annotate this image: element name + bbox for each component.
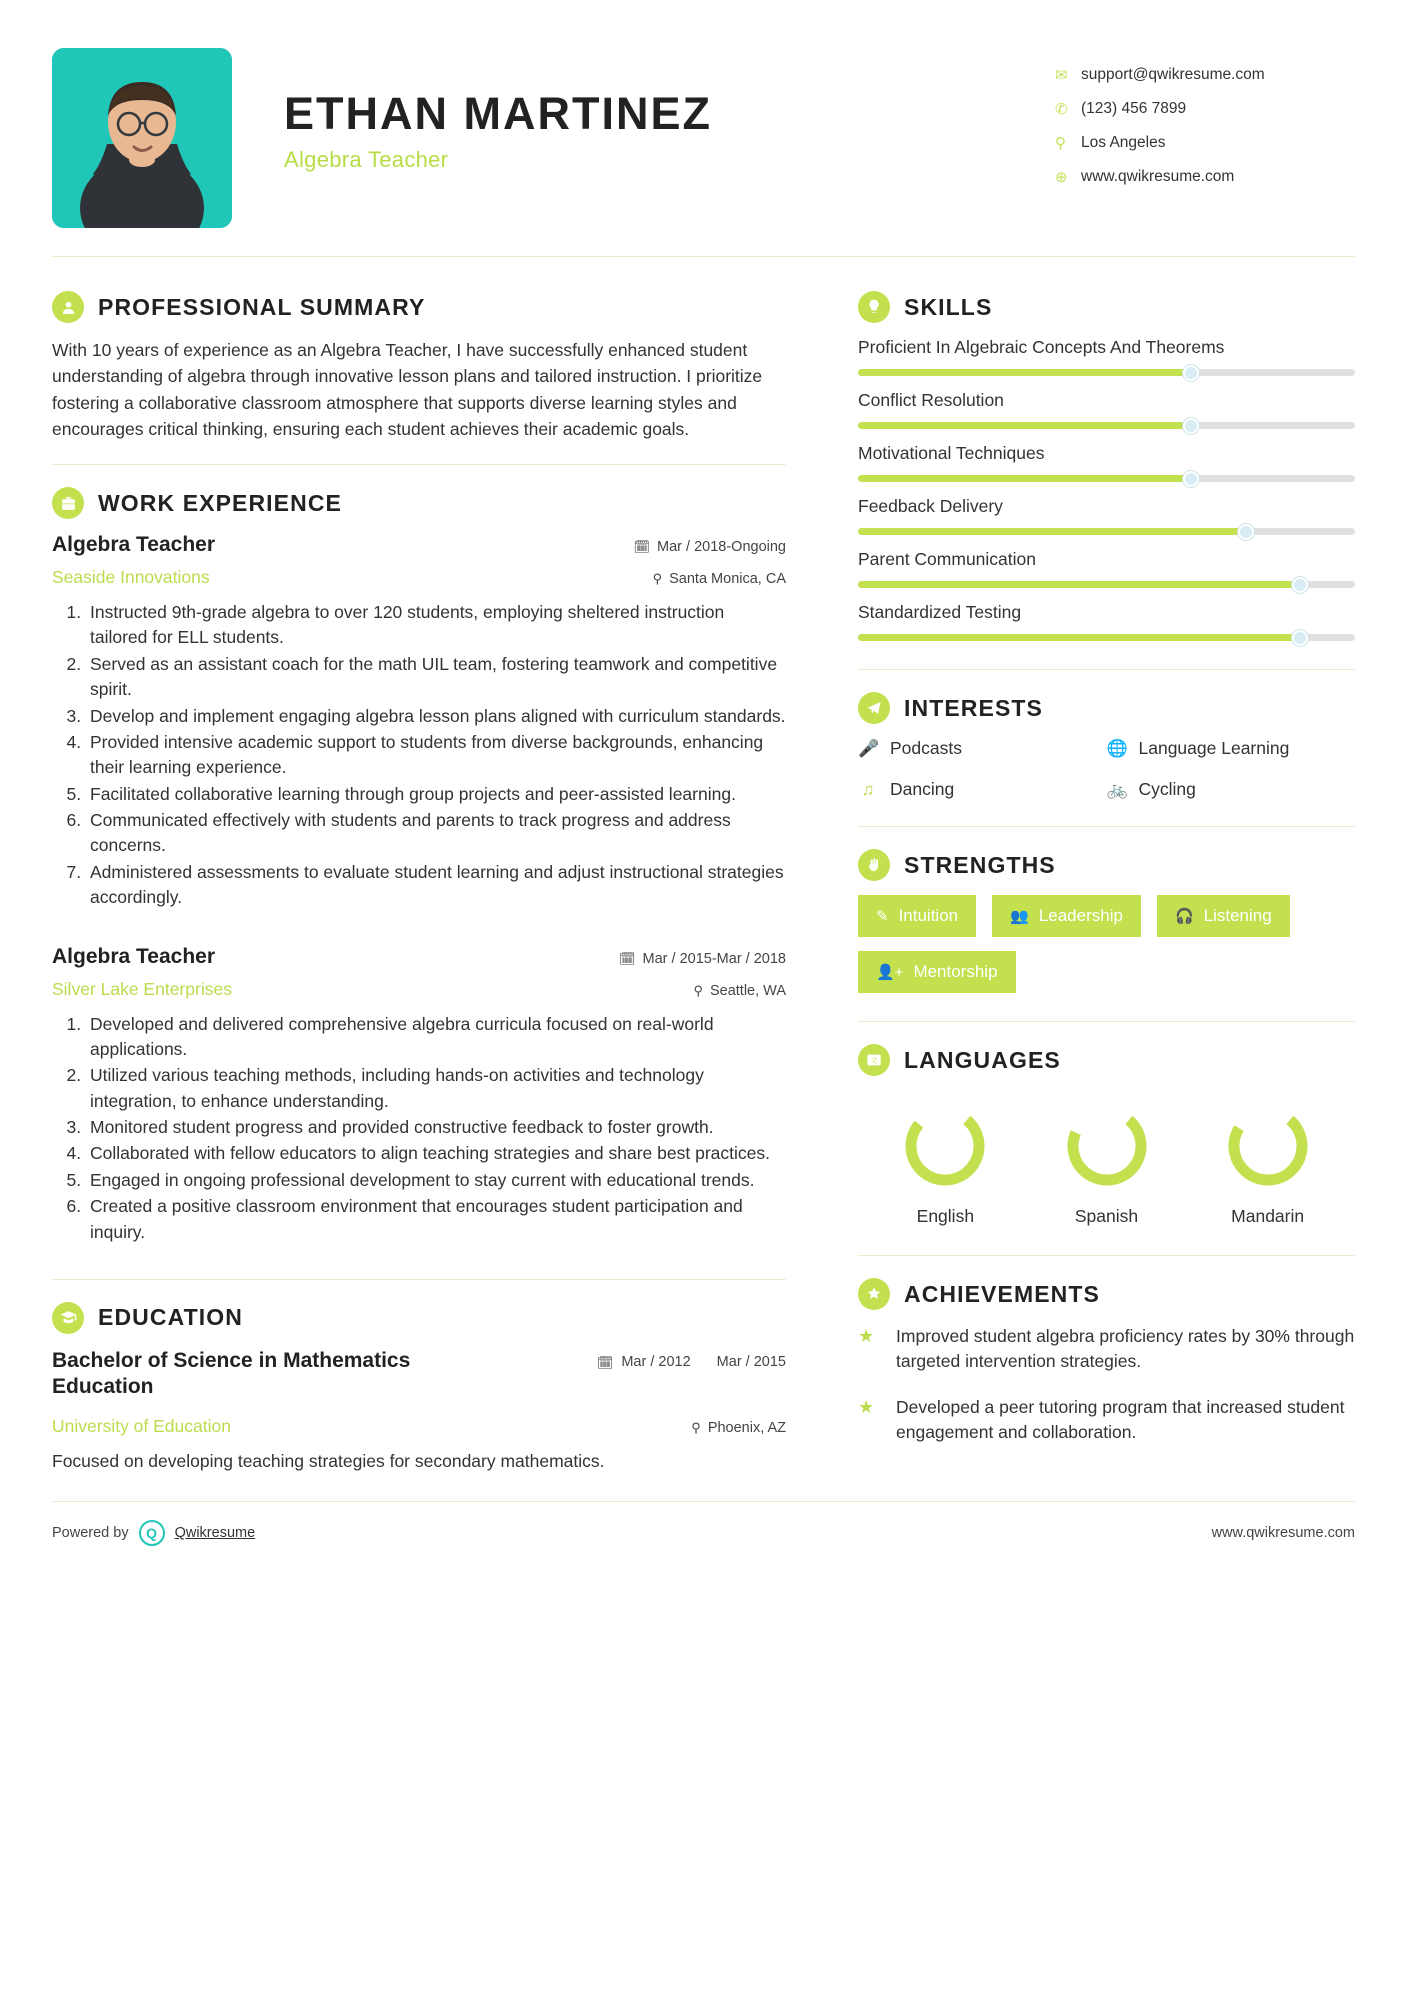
skill-item (858, 390, 1355, 429)
job-dates (619, 951, 786, 967)
skill-bar (858, 634, 1355, 641)
ribbon-star-icon: ★ (858, 1396, 875, 1417)
education-end-date: Mar / 2015 (716, 1354, 786, 1371)
skill-name: Feedback Delivery (858, 496, 1003, 516)
section-interests (858, 692, 1355, 724)
languages-list (858, 1090, 1355, 1227)
skill-name: Parent Communication (858, 549, 1036, 569)
achievement-item (858, 1324, 1355, 1375)
section-title: SKILLS (904, 293, 993, 320)
job-bullet: 5. Facilitated collaborative learning through group projects and peer-assisted learning. (86, 782, 786, 807)
ribbon-star-icon: ★ (858, 1326, 875, 1346)
job-bullet: 1. Developed and delivered comprehensive algebra curricula focused on real-world applications. (86, 1012, 786, 1063)
job-location-text: Seattle, WA (709, 982, 786, 999)
section-strengths (858, 849, 1355, 881)
bicycle-icon: 🚲 (1106, 779, 1128, 799)
resume-header (52, 40, 1355, 228)
language-name: English (916, 1206, 975, 1226)
interest-item (858, 738, 1107, 759)
interest-label: Podcasts (890, 738, 962, 758)
skill-name: Motivational Techniques (858, 443, 1045, 463)
contact-list (1055, 48, 1355, 202)
summary-text: With 10 years of experience as an Algebra Teacher, I have successfully enhanced student understanding of algebra through innovative lesson plans and tailored instruction. I prioritize fostering a collaborative classroom atmosphere that supports diverse learning styles and encourages critical thinking, ensuring each student achieves their academic goals. (52, 340, 763, 439)
strength-label: Intuition (898, 906, 959, 925)
interest-item (1107, 779, 1356, 800)
group-icon: 👥 (1010, 908, 1029, 925)
interest-item (1107, 738, 1356, 759)
strength-item (858, 951, 1016, 993)
right-column (822, 269, 1355, 1475)
skill-bar (858, 528, 1355, 535)
language-item (1027, 1100, 1186, 1227)
job-company: Seaside Innovations (52, 567, 210, 587)
briefcase-icon (52, 487, 84, 519)
resume-body (52, 269, 1355, 1475)
skill-bar (858, 422, 1355, 429)
divider (858, 669, 1355, 670)
microphone-icon: 🎤 (858, 738, 880, 758)
section-skills (858, 291, 1355, 323)
skill-name: Proficient In Algebraic Concepts And Theorems (858, 337, 1225, 357)
job-bullet: 1. Instructed 9th-grade algebra to over 120 students, employing sheltered instruction tailored for ELL students. (86, 600, 786, 651)
language-name: Spanish (1074, 1206, 1139, 1226)
job-bullet: 4. Collaborated with fellow educators to align teaching strategies and share best practices. (86, 1141, 786, 1166)
hand-icon (858, 849, 890, 881)
calendar-icon: 🗓 (596, 1354, 614, 1370)
user-circle-icon (52, 291, 84, 323)
job-location (693, 983, 786, 999)
education-item (52, 1348, 786, 1475)
divider (52, 1279, 786, 1280)
language-globe-icon: 🌐 (1106, 738, 1128, 758)
contact-website[interactable] (1055, 168, 1355, 186)
section-title: PROFESSIONAL SUMMARY (98, 293, 426, 320)
phone-icon: ✆ (1055, 101, 1068, 118)
job-bullet: 7. Administered assessments to evaluate student learning and adjust instructional strategies accordingly. (86, 860, 786, 911)
strength-label: Leadership (1038, 906, 1123, 925)
education-location-text: Phoenix, AZ (707, 1420, 786, 1437)
strength-label: Mentorship (913, 962, 998, 981)
lightbulb-icon (858, 291, 890, 323)
strength-item (992, 895, 1141, 937)
contact-phone-text: (123) 456 7899 (1081, 100, 1187, 117)
education-description: Focused on developing teaching strategies for secondary mathematics. (52, 1451, 605, 1472)
paper-plane-icon (858, 692, 890, 724)
education-degree: Bachelor of Science in Mathematics Education (52, 1348, 411, 1399)
education-dates (597, 1354, 786, 1371)
section-title: WORK EXPERIENCE (98, 489, 342, 516)
section-title: ACHIEVEMENTS (904, 1280, 1100, 1307)
divider (858, 1255, 1355, 1256)
envelope-icon: ✉ (1055, 67, 1068, 84)
job-bullet: 2. Served as an assistant coach for the math UIL team, fostering teamwork and competitive spirit. (86, 652, 786, 703)
candidate-name: ETHAN MARTINEZ (284, 88, 712, 139)
interest-label: Cycling (1138, 779, 1196, 799)
contact-location-text: Los Angeles (1081, 134, 1166, 151)
qwikresume-logo-icon: Q (139, 1520, 165, 1546)
language-name: Mandarin (1231, 1206, 1305, 1226)
job-bullets (52, 1012, 786, 1245)
user-plus-icon: 👤+ (876, 964, 904, 981)
language-progress-ring (1027, 1100, 1186, 1192)
location-pin-icon: ⚲ (691, 1420, 701, 1436)
achievement-text: Improved student algebra proficiency rates by 30% through targeted intervention strategies. (896, 1326, 1355, 1372)
location-pin-icon: ⚲ (693, 982, 703, 998)
calendar-icon: 🗓 (633, 539, 651, 554)
divider (52, 464, 786, 465)
job-role: Algebra Teacher (52, 533, 216, 556)
translate-icon (858, 1044, 890, 1076)
strengths-list (858, 895, 1355, 993)
contact-website-text: www.qwikresume.com (1081, 168, 1235, 185)
calendar-icon: 🗓 (619, 950, 636, 966)
header-divider (52, 256, 1355, 257)
job-location (653, 571, 786, 587)
job-company: Silver Lake Enterprises (52, 978, 232, 999)
section-education (52, 1302, 786, 1334)
section-achievements (858, 1278, 1355, 1310)
strength-item (1157, 895, 1290, 937)
job-bullet: 2. Utilized various teaching methods, including hands-on activities and technology integration, to enhance understanding. (86, 1063, 786, 1114)
award-star-icon (858, 1278, 890, 1310)
skill-item (858, 337, 1355, 376)
divider (858, 826, 1355, 827)
globe-icon: ⊕ (1055, 169, 1068, 186)
music-note-icon: ♫ (861, 779, 875, 799)
job-dates-text: Mar / 2018-Ongoing (657, 539, 786, 555)
skill-name: Conflict Resolution (858, 390, 1004, 410)
left-column (52, 269, 822, 1475)
achievement-text: Developed a peer tutoring program that increased student engagement and collaboration. (896, 1396, 1345, 1443)
job-dates (634, 539, 786, 555)
section-title: STRENGTHS (904, 851, 1056, 878)
job-bullet: 5. Engaged in ongoing professional development to stay current with educational trends. (86, 1168, 786, 1193)
interest-label: Language Learning (1138, 738, 1290, 758)
job-bullet: 6. Communicated effectively with students and parents to track progress and address concerns. (86, 808, 786, 859)
language-item (1188, 1100, 1347, 1227)
job-bullet: 3. Develop and implement engaging algebra lesson plans aligned with curriculum standards. (86, 704, 786, 729)
contact-email[interactable] (1055, 66, 1355, 84)
section-professional-summary (52, 291, 786, 323)
job-location-text: Santa Monica, CA (669, 571, 786, 587)
job-dates-text: Mar / 2015-Mar / 2018 (642, 950, 786, 967)
divider (858, 1021, 1355, 1022)
headphones-icon: 🎧 (1174, 908, 1194, 925)
section-title: EDUCATION (98, 1304, 243, 1331)
location-pin-icon: ⚲ (1055, 135, 1066, 152)
job-bullets (52, 600, 786, 911)
education-school: University of Education (52, 1416, 231, 1437)
powered-by-label: Powered by (52, 1524, 129, 1541)
experience-item (52, 945, 786, 1245)
education-location (691, 1420, 786, 1436)
language-item (866, 1100, 1025, 1227)
name-block (232, 48, 1055, 173)
skill-item (858, 496, 1355, 535)
skill-bar (858, 581, 1355, 588)
svg-text:文: 文 (870, 1057, 878, 1065)
skill-item (858, 549, 1355, 588)
job-role: Algebra Teacher (52, 944, 216, 968)
achievement-item (858, 1395, 1355, 1446)
strength-label: Listening (1203, 906, 1272, 925)
skill-name: Standardized Testing (858, 602, 1022, 622)
language-progress-ring (1188, 1100, 1347, 1192)
interest-item (858, 779, 1107, 800)
section-languages (858, 1044, 1355, 1076)
qwikresume-link[interactable]: Qwikresume (174, 1524, 256, 1541)
section-work-experience (52, 487, 786, 519)
strength-item (858, 895, 976, 937)
graduation-cap-icon (52, 1302, 84, 1334)
skill-bar (858, 369, 1355, 376)
education-start-date: Mar / 2012 (621, 1354, 691, 1371)
skill-item (858, 602, 1355, 641)
experience-item (52, 533, 786, 911)
candidate-title: Algebra Teacher (284, 147, 449, 173)
contact-email-text: support@qwikresume.com (1081, 66, 1265, 83)
section-title: LANGUAGES (904, 1046, 1061, 1073)
location-pin-icon: ⚲ (652, 571, 663, 586)
interest-label: Dancing (890, 779, 955, 799)
resume-footer (52, 1501, 1355, 1546)
language-progress-ring (866, 1100, 1025, 1192)
job-bullet: 3. Monitored student progress and provided constructive feedback to foster growth. (86, 1115, 786, 1140)
interests-list (858, 738, 1355, 820)
footer-website[interactable]: www.qwikresume.com (1211, 1524, 1355, 1541)
contact-location (1055, 134, 1355, 152)
pencil-icon: ✎ (876, 908, 889, 925)
skill-item (858, 443, 1355, 482)
job-bullet: 6. Created a positive classroom environment that encourages student participation and inquiry. (86, 1194, 786, 1245)
section-title: INTERESTS (904, 694, 1043, 721)
profile-photo (52, 48, 232, 228)
contact-phone[interactable] (1055, 100, 1355, 118)
skill-bar (858, 475, 1355, 482)
job-bullet: 4. Provided intensive academic support to students from diverse backgrounds, enhancing their learning experience. (86, 730, 786, 781)
